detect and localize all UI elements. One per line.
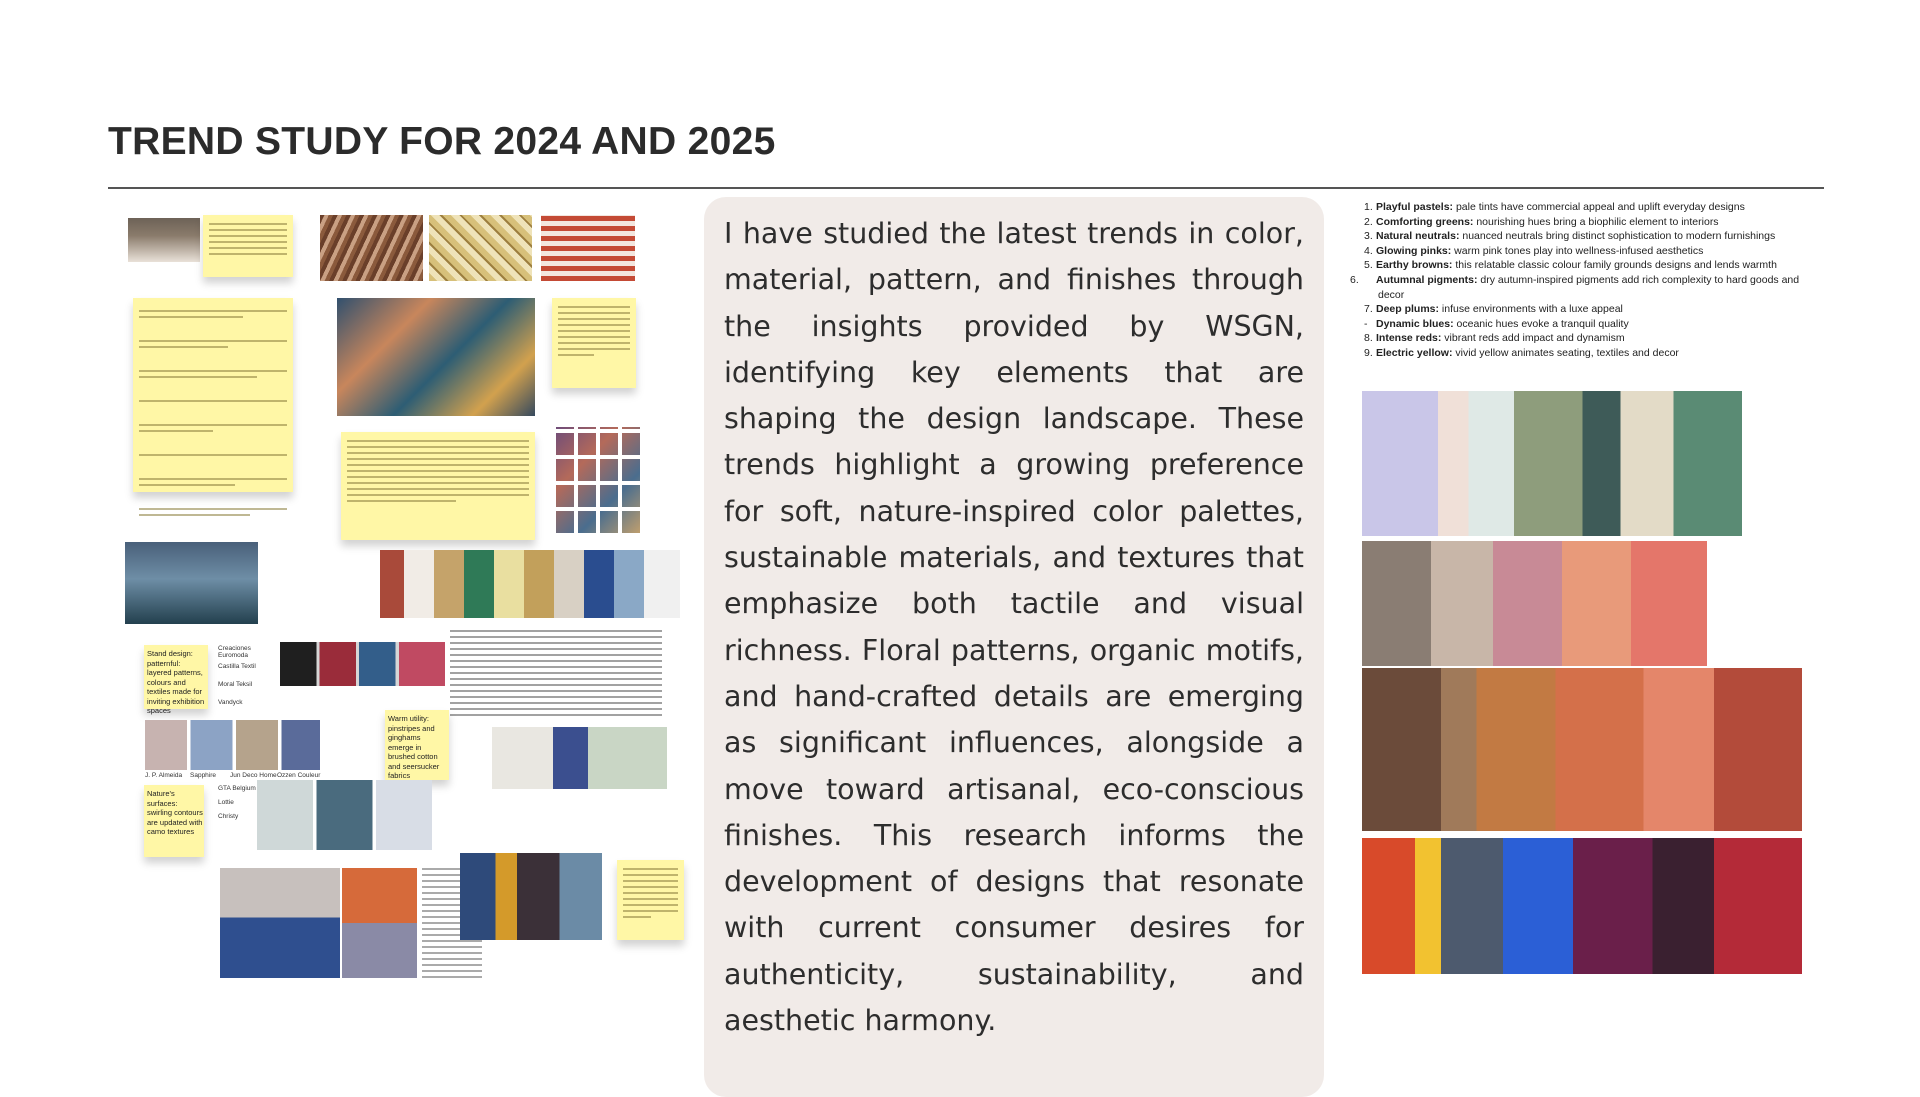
trend-list-name: Earthy browns: (1376, 259, 1453, 272)
trend-list-name: Glowing pinks: (1376, 244, 1452, 257)
sticky-note-forecast (552, 298, 636, 388)
concept-text-block (450, 630, 662, 722)
trend-list-number: 9. (1364, 346, 1373, 359)
trend-list-desc: warm pink tones play into wellness-infused aesthetics (1451, 244, 1704, 257)
gingham-image (541, 215, 635, 281)
stone-table-image (128, 218, 200, 262)
color-moodboard-collage (1362, 388, 1802, 988)
blue-lounge-photo (460, 853, 602, 940)
camo-surface-photos (257, 780, 432, 850)
trend-list-name: Autumnal pigments: (1376, 273, 1478, 286)
trend-list-name: Natural neutrals: (1376, 230, 1460, 243)
sticky-note-stand-design: Stand design: patternful: layered patterns, colours and textiles made for inviting exhibition spaces (144, 645, 208, 709)
trend-list-number: 1. (1364, 201, 1373, 213)
trend-description-panel (704, 197, 1324, 1097)
gold-pattern-image (429, 215, 532, 281)
floral-textile-photos (220, 868, 340, 978)
trend-list-desc: dry autumn-inspired pigments add rich complexity to hard goods and decor (1378, 273, 1800, 301)
trend-list-number: - (1364, 317, 1368, 330)
brand-labels-3: GTA Belgium Lottie Christy (218, 785, 256, 820)
utility-fabric-photos (492, 727, 667, 789)
swatch-strip (380, 550, 680, 618)
trend-list-name: Dynamic blues: (1376, 317, 1454, 330)
pink-brown-moodboard (1362, 541, 1707, 666)
trend-list-item (1364, 200, 1804, 215)
slide-title: TREND STUDY FOR 2024 AND 2025 (108, 120, 776, 163)
trend-moodboard-collage (120, 205, 700, 1005)
wood-pattern-image (320, 215, 423, 281)
trend-list-number: 6. (1350, 273, 1359, 286)
brand-labels-column: Creaciones Euromoda Castilla Textil Moral Teksil Vandyck (218, 645, 256, 706)
trend-list-name: Comforting greens: (1376, 215, 1474, 228)
trend-list-number: 3. (1364, 230, 1373, 243)
exhibition-space-image (125, 542, 258, 624)
color-trend-list (1350, 200, 1804, 361)
sticky-note-warm-utility: Warm utility: pinstripes and ginghams emerge in brushed cotton and seersucker fabrics (385, 710, 449, 780)
trend-description-text: I have studied the latest trends in color, material, pattern, and finishes through the insights provided by WSGN, identifying key elements that are shaping the design landscape. These trends highlight a growing preference for soft, nature-inspired color palettes, sustainable materials, and textures that emphasize both tactile and visual richness. Floral patterns, organic motifs, and hand-crafted details are emerging as significant influences, alongside a move toward artisanal, eco-conscious finishes. This research informs the development of designs that resonate with current consumer desires for authenticity, sustainability, and aesthetic harmony. (724, 217, 1304, 1038)
trend-list-name: Electric yellow: (1376, 346, 1453, 359)
trend-list-desc: pale tints have commercial appeal and uplift everyday designs (1453, 201, 1745, 213)
tile-pattern-image (337, 298, 535, 416)
fabric-photo-row (145, 720, 320, 770)
trend-list-desc: nourishing hues bring a biophilic element to interiors (1473, 215, 1719, 228)
trend-list-desc: vibrant reds add impact and dynamism (1441, 332, 1625, 345)
title-divider (108, 187, 1824, 189)
trend-list-desc: this relatable classic colour family grounds designs and lends warmth (1452, 259, 1777, 272)
trend-list-number: 2. (1364, 215, 1373, 228)
trend-list-number: 7. (1364, 303, 1373, 316)
trend-list-name: Playful pastels: (1376, 201, 1454, 213)
trend-list-item (1364, 215, 1804, 230)
brand-labels-2: J. P. Almeida Sapphire Jun Deco Home Ozzen Couleur (145, 772, 321, 779)
trend-list-item (1364, 346, 1804, 361)
pastel-moodboard (1362, 391, 1742, 536)
autumnal-moodboard (1362, 668, 1802, 831)
trend-list-item (1364, 317, 1804, 332)
trend-list-desc: oceanic hues evoke a tranquil quality (1453, 317, 1629, 330)
trend-list-item (1350, 273, 1804, 302)
trend-list-item (1364, 302, 1804, 317)
trend-list-item (1364, 229, 1804, 244)
sticky-note-material (203, 215, 293, 277)
sticky-note-bottom (617, 860, 684, 940)
trend-list-number: 5. (1364, 259, 1373, 272)
trend-list-item (1364, 244, 1804, 259)
trend-list-name: Intense reds: (1376, 332, 1442, 345)
trend-list-desc: infuse environments with a luxe appeal (1439, 303, 1623, 316)
trend-list-name: Deep plums: (1376, 303, 1440, 316)
trend-list-desc: vivid yellow animates seating, textiles and decor (1452, 346, 1679, 359)
sticky-note-heritage (341, 432, 535, 540)
plum-blue-red-moodboard (1362, 838, 1802, 974)
orange-chair-photo (342, 868, 417, 978)
sticky-note-climate (133, 298, 293, 492)
trend-list-item (1364, 258, 1804, 273)
trend-list-number: 8. (1364, 332, 1373, 345)
trend-list-item (1364, 331, 1804, 346)
trend-list-desc: nuanced neutrals bring distinct sophistication to modern furnishings (1459, 230, 1776, 243)
sticky-note-natures-surfaces: Nature's surfaces: swirling contours are updated with camo textures (144, 785, 204, 857)
textile-photo-row (280, 642, 445, 686)
trend-list-number: 4. (1364, 244, 1373, 257)
pattern-swatch-grid (552, 427, 642, 537)
